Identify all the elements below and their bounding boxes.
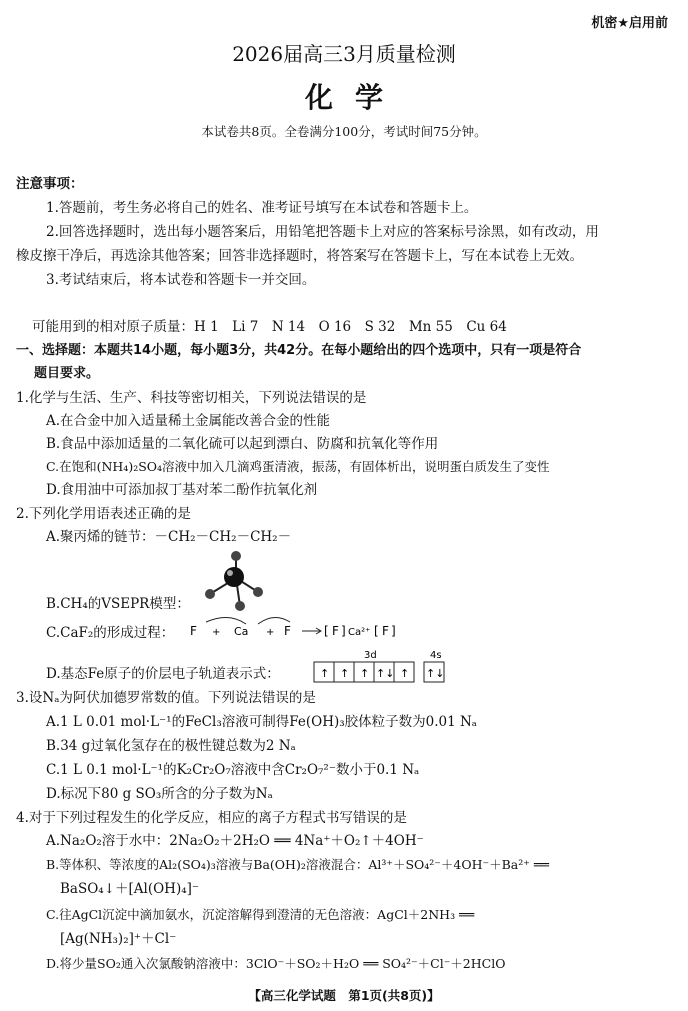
- q1-option-b: B.食品中添加适量的二氧化硫可以起到漂白、防腐和抗氧化等作用: [46, 436, 439, 452]
- page-footer: 【高三化学试题 第1页(共8页)】: [248, 988, 440, 1003]
- svg-text:[: [: [324, 624, 329, 638]
- q4-option-a: A.Na₂O₂溶于水中：2Na₂O₂＋2H₂O ══ 4Na⁺＋O₂↑＋4OH⁻: [46, 833, 424, 849]
- q1-stem: 1.化学与生活、生产、科技等密切相关，下列说法错误的是: [16, 390, 367, 406]
- svg-text:↑: ↑: [400, 667, 410, 680]
- svg-text:↑: ↑: [320, 667, 330, 680]
- q1-option-a: A.在合金中加入适量稀土金属能改善合金的性能: [46, 413, 331, 429]
- orbital-label-4s: 4s: [430, 650, 442, 661]
- q3-option-c: C.1 L 0.1 mol·L⁻¹的K₂Cr₂O₇溶液中含Cr₂O₇²⁻数小于0.1 Nₐ: [46, 762, 420, 778]
- vsepr-model-figure: [198, 550, 278, 614]
- notice-heading: 注意事项：: [16, 176, 84, 192]
- q2-option-d: D.基态Fe原子的价层电子轨道表示式：: [46, 666, 280, 682]
- q2-option-b: B.CH₄的VSEPR模型：: [46, 596, 190, 612]
- caf2-species-1: F: [190, 624, 197, 638]
- exam-title: 2026届高三3月质量检测: [232, 42, 456, 66]
- svg-text:]: ]: [391, 624, 396, 638]
- q4-stem: 4.对于下列过程发生的化学反应，相应的离子方程式书写错误的是: [16, 810, 407, 826]
- q1-option-c: C.在饱和(NH₄)₂SO₄溶液中加入几滴鸡蛋清液，振荡，有固体析出，说明蛋白质发生了变性: [46, 459, 550, 474]
- svg-text:]: ]: [341, 624, 346, 638]
- svg-text:[: [: [374, 624, 379, 638]
- q3-option-d: D.标况下80 g SO₃所含的分子数为Nₐ: [46, 786, 273, 802]
- notice-item-2b: 橡皮擦干净后，再选涂其他答案；回答非选择题时，将答案写在答题卡上，写在本试卷上无效。: [16, 248, 583, 264]
- q4-option-b-line1: B.等体积、等浓度的Al₂(SO₄)₃溶液与Ba(OH)₂溶液混合：Al³⁺＋SO₄²⁻＋4OH⁻＋Ba²⁺ ══: [46, 857, 549, 872]
- subject-title: 化学: [304, 81, 405, 114]
- notice-item-3: 3.考试结束后，将本试卷和答题卡一并交回。: [46, 272, 316, 288]
- q4-option-b-line2: BaSO₄↓＋[Al(OH)₄]⁻: [60, 881, 200, 897]
- caf2-plus-2: +: [266, 627, 275, 638]
- section-heading-2: 题目要求。: [34, 366, 100, 381]
- q4-option-c-line1: C.往AgCl沉淀中滴加氨水，沉淀溶解得到澄清的无色溶液：AgCl＋2NH₃ ══: [46, 907, 475, 922]
- caf2-plus-1: +: [212, 627, 221, 638]
- svg-text:↑: ↑: [360, 667, 370, 680]
- caf2-species-5: Ca²⁺: [348, 627, 371, 638]
- q2-stem: 2.下列化学用语表述正确的是: [16, 506, 191, 522]
- svg-text:↑: ↑: [340, 667, 350, 680]
- q4-option-d: D.将少量SO₂通入次氯酸钠溶液中：3ClO⁻＋SO₂＋H₂O ══ SO₄²⁻＋Cl⁻＋2HClO: [46, 956, 506, 971]
- caf2-formation-figure: [184, 614, 414, 644]
- q3-option-b: B.34 g过氧化氢存在的极性键总数为2 Nₐ: [46, 738, 296, 754]
- section-heading-1: 一、选择题：本题共14小题，每小题3分，共42分。在每小题给出的四个选项中，只有一项是符合: [16, 343, 582, 358]
- q3-stem: 3.设Nₐ为阿伏加德罗常数的值。下列说法错误的是: [16, 690, 316, 706]
- notice-item-2a: 2.回答选择题时，选出每小题答案后，用铅笔把答题卡上对应的答案标号涂黑，如有改动，用: [46, 224, 599, 240]
- q3-option-a: A.1 L 0.01 mol·L⁻¹的FeCl₃溶液可制得Fe(OH)₃胶体粒子数为0.01 Nₐ: [46, 714, 478, 730]
- exam-info: 本试卷共8页。全卷满分100分，考试时间75分钟。: [201, 124, 487, 139]
- fe-orbital-diagram: [312, 646, 452, 686]
- atomic-masses: 可能用到的相对原子质量：H 1 Li 7 N 14 O 16 S 32 Mn 55 Cu 64: [32, 319, 507, 335]
- notice-item-1: 1.答题前，考生务必将自己的姓名、准考证号填写在本试卷和答题卡上。: [46, 200, 478, 216]
- caf2-species-4: F: [332, 624, 339, 638]
- q1-option-d: D.食用油中可添加叔丁基对苯二酚作抗氧化剂: [46, 482, 318, 498]
- caf2-species-2: Ca: [234, 625, 249, 638]
- q2-option-c: C.CaF₂的形成过程：: [46, 625, 175, 641]
- caf2-species-3: F: [284, 624, 291, 638]
- q4-option-c-line2: [Ag(NH₃)₂]⁺＋Cl⁻: [60, 931, 177, 947]
- svg-text:↑↓: ↑↓: [426, 667, 445, 680]
- q2-option-a: A.聚丙烯的链节：－CH₂－CH₂－CH₂－: [46, 529, 292, 545]
- svg-text:↑↓: ↑↓: [376, 667, 395, 680]
- confidential-label: 机密★启用前: [591, 16, 668, 31]
- orbital-label-3d: 3d: [364, 650, 377, 661]
- caf2-species-6: F: [382, 624, 389, 638]
